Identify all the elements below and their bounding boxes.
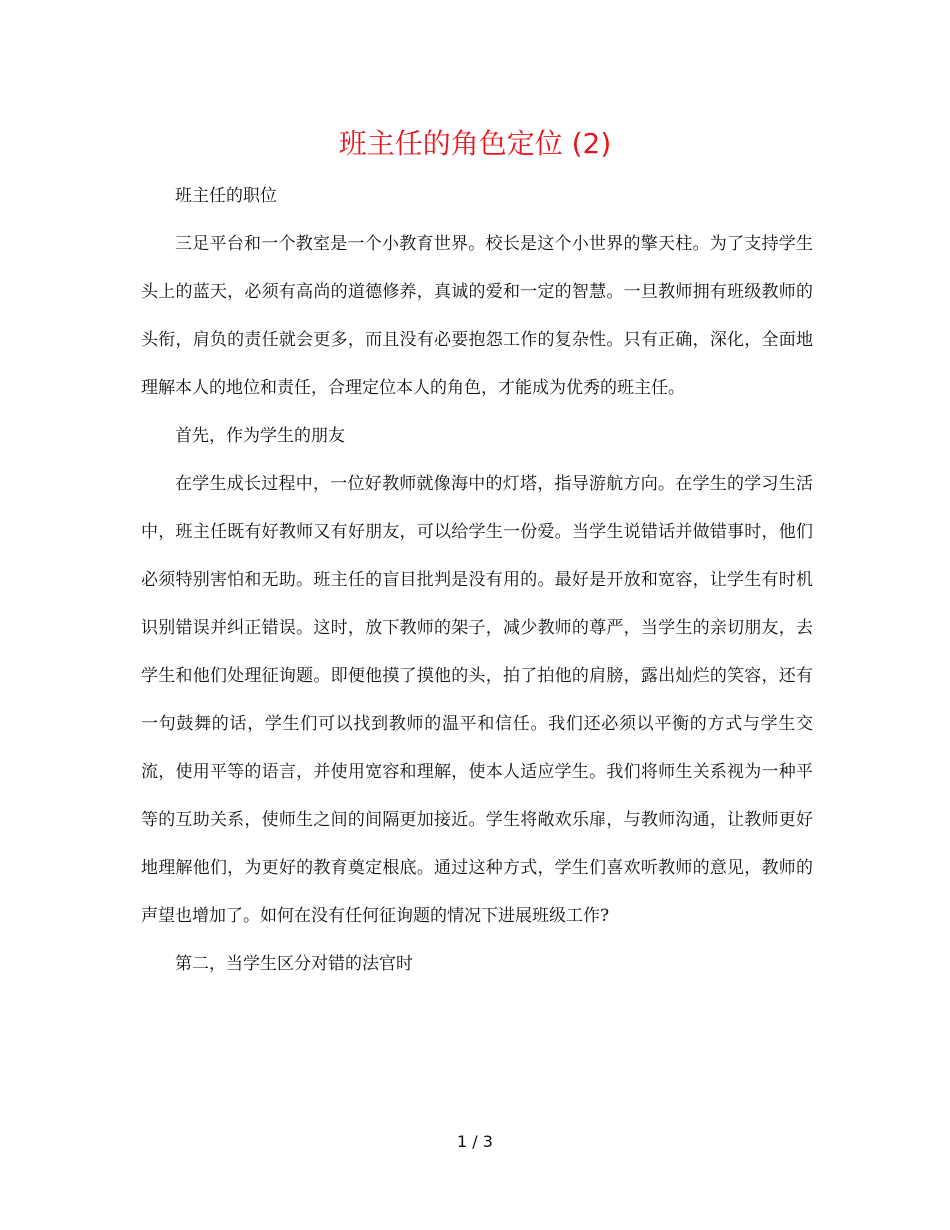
section-heading-judge: 第二，当学生区分对错的法官时 <box>175 954 413 974</box>
section-heading-friend: 首先，作为学生的朋友 <box>175 426 345 446</box>
section-heading-position: 班主任的职位 <box>175 186 277 206</box>
page-number: 1 / 3 <box>457 1132 493 1151</box>
document-body <box>141 172 813 988</box>
paragraph-intro: 三足平台和一个教室是一个小教育世界。校长是这个小世界的擎天柱。为了支持学生头上的蓝天，必须有高尚的道德修养，真诚的爱和一定的智慧。一旦教师拥有班级教师的头衔，肩负的责任就会更多，而且没有必要抱怨工作的复杂性。只有正确，深化，全面地理解本人的地位和责任，合理定位本人的角色，才能成为优秀的班主任。 <box>141 234 813 398</box>
paragraph-friend: 在学生成长过程中，一位好教师就像海中的灯塔，指导游航方向。在学生的学习生活中，班主任既有好教师又有好朋友，可以给学生一份爱。当学生说错话并做错事时，他们必须特别害怕和无助。班主任的盲目批判是没有用的。最好是开放和宽容，让学生有时机识别错误并纠正错误。这时，放下教师的架子，减少教师的尊严，当学生的亲切朋友，去学生和他们处理征询题。即便他摸了摸他的头，拍了拍他的肩膀，露出灿烂的笑容，还有一句鼓舞的话，学生们可以找到教师的温平和信任。我们还必须以平衡的方式与学生交流，使用平等的语言，并使用宽容和理解，使本人适应学生。我们将师生关系视为一种平等的互助关系，使师生之间的间隔更加接近。学生将敞欢乐扉，与教师沟通，让教师更好地理解他们，为更好的教育奠定根底。通过这种方式，学生们喜欢听教师的意见，教师的声望也增加了。如何在没有任何征询题的情况下进展班级工作? <box>141 474 813 926</box>
document-title: 班主任的角色定位 (2) <box>338 127 612 160</box>
